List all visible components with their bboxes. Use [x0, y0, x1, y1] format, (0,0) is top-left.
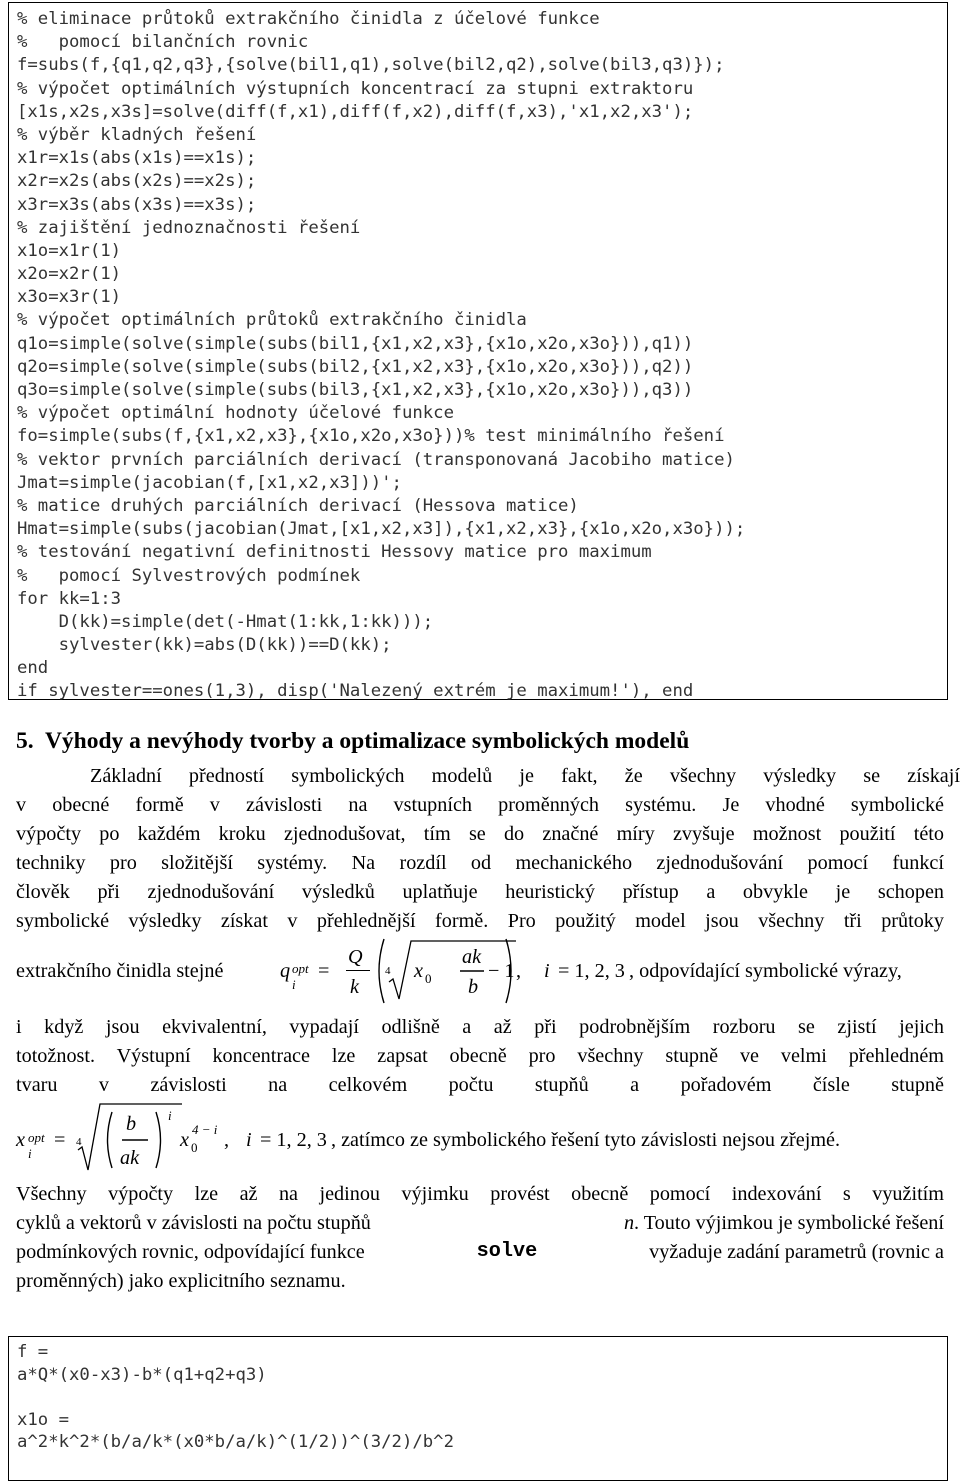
code-line: % pomocí bilančních rovnic: [17, 32, 309, 53]
text-segment: podmínkových rovnic, odpovídající funkce: [16, 1241, 365, 1263]
eq-comma: ,: [224, 1129, 230, 1151]
matlab-code-listing: [8, 2, 948, 700]
text-segment: . Touto výjimkou je symbolické řešení: [634, 1212, 944, 1234]
code-line: % výpočet optimální hodnoty účelové funkce: [17, 403, 454, 424]
eq-x-subscript: 0: [425, 971, 432, 986]
text-line: techniky pro složitější systémy. Na rozdíl od mechanického zjednodušování pomocí funkcí: [16, 852, 944, 874]
code-line: [x1s,x2s,x3s]=solve(diff(f,x1),diff(f,x2),diff(f,x3),'x1,x2,x3');: [17, 101, 694, 122]
code-line: % zajištění jednoznačnosti řešení: [17, 217, 361, 238]
text-line: výpočty po každém kroku zjednodušovat, tím se do značné míry zvyšuje možnost použití této: [16, 823, 944, 845]
section-heading: 5. Výhody a nevýhody tvorby a optimalizace symbolických modelů: [16, 728, 690, 754]
text-line: Základní předností symbolických modelů je fakt, že všechny výsledky se získají: [90, 765, 960, 787]
code-line: sylvester(kk)=abs(D(kk))==D(kk);: [17, 635, 392, 656]
eq-x0: x: [180, 1129, 189, 1151]
eq-x: x: [414, 960, 423, 982]
eq-root-index: 4: [76, 1136, 82, 1148]
code-line: f=subs(f,{q1,q2,q3},{solve(bil1,q1),solve(bil2,q2),solve(bil3,q3)});: [17, 55, 725, 76]
eq-b: b: [126, 1113, 137, 1135]
eq-ak: ak: [462, 946, 482, 968]
eq-equals: =: [318, 960, 330, 982]
equation-concentration: [16, 1098, 960, 1178]
text-line: člověk při zjednodušování výsledků uplatňuje heuristický přístup a obvykle je schopen: [16, 881, 944, 903]
code-line: q1o=simple(solve(simple(subs(bil1,{x1,x2,x3},{x1o,x2o,x3o})),q1)): [17, 333, 694, 354]
text-line: [16, 1209, 944, 1237]
eq-equals: =: [54, 1129, 66, 1151]
code-line: q3o=simple(solve(simple(subs(bil3,{x1,x2,x3},{x1o,x2o,x3o})),q3)): [17, 380, 694, 400]
eq-root-index: 4: [385, 965, 391, 977]
eq-superscript: opt: [28, 1130, 45, 1145]
fraction-bar: [346, 970, 370, 971]
code-line: if sylvester==ones(1,3), disp('Nalezený extrém je maximum!'), end: [17, 681, 694, 702]
code-line: x1o=x1r(1): [17, 240, 122, 261]
equation-trail-text: , zatímco ze symbolického řešení tyto závislosti nejsou zřejmé.: [331, 1129, 841, 1151]
code-line: % pomocí Sylvestrových podmínek: [17, 565, 361, 586]
code-line: % vektor prvních parciálních derivací (transponovaná Jacobiho matice): [17, 449, 735, 470]
matlab-output-listing: [8, 1336, 948, 1481]
code-line: Hmat=simple(subs(jacobian(Jmat,[x1,x2,x3]),{x1,x2,x3},{x1o,x2o,x3o}));: [17, 519, 746, 540]
code-line: % eliminace průtoků extrakčního činidla z účelové funkce: [17, 9, 600, 29]
code-line: D(kk)=simple(det(-Hmat(1:kk,1:kk)));: [17, 611, 434, 632]
code-line: x1r=x1s(abs(x1s)==x1s);: [17, 148, 257, 169]
code-line: x1o =: [17, 1409, 70, 1430]
code-line: % výběr kladných řešení: [17, 124, 257, 145]
eq-superscript: opt: [292, 961, 309, 976]
code-line: Jmat=simple(jacobian(f,[x1,x2,x3]))';: [17, 472, 402, 493]
code-line: % testování negativní definitnosti Hessovy matice pro maximum: [17, 542, 652, 563]
eq-b: b: [468, 976, 479, 998]
eq-ak: ak: [120, 1147, 140, 1169]
eq-Q: Q: [348, 946, 363, 968]
text-line: i když jsou ekvivalentní, vypadají odlišně a až při podrobnějším rozboru se zjistí jejich: [16, 1016, 944, 1038]
code-line: x3o=x3r(1): [17, 287, 122, 308]
text-line: tvaru v závislosti na celkovém počtu stupňů a pořadovém čísle stupně: [16, 1074, 944, 1096]
eq-index-i: i: [246, 1129, 252, 1151]
text-line: [16, 1238, 944, 1266]
code-keyword-solve: solve: [476, 1240, 538, 1263]
equation-lead-text: extrakčního činidla stejné: [16, 960, 224, 982]
eq-range: = 1, 2, 3: [260, 1129, 327, 1151]
eq-comma: ,: [516, 960, 522, 982]
code-line: a^2*k^2*(b/a/k*(x0*b/a/k)^(1/2))^(3/2)/b^2: [17, 1432, 454, 1452]
variable-n: n: [623, 1212, 635, 1234]
equation-flow-rate: [16, 935, 960, 1015]
code-line: f =: [17, 1342, 49, 1362]
code-line: [17, 1386, 947, 1409]
text-segment: vyžaduje zadání parametrů (rovnic a: [649, 1241, 944, 1263]
code-line: a*Q*(x0-x3)-b*(q1+q2+q3): [17, 1364, 267, 1385]
text-line: v obecné formě v závislosti na vstupních proměnných systému. Je vhodné symbolické: [16, 794, 944, 816]
code-line: % matice druhých parciálních derivací (Hessova matice): [17, 495, 579, 516]
eq-symbol-x: x: [16, 1129, 25, 1151]
code-line: for kk=1:3: [17, 588, 122, 609]
code-line: % výpočet optimálních průtoků extrakčního činidla: [17, 310, 527, 331]
eq-k: k: [350, 976, 359, 998]
code-line: q2o=simple(solve(simple(subs(bil2,{x1,x2,x3},{x1o,x2o,x3o})),q2)): [17, 356, 694, 377]
eq-power-i: i: [168, 1108, 172, 1123]
equation-trail-text: , odpovídající symbolické výrazy,: [629, 960, 902, 982]
text-line: totožnost. Výstupní koncentrace lze zapsat obecně pro všechny stupně ve velmi přehledném: [16, 1045, 944, 1067]
eq-minus-one: − 1: [488, 960, 515, 982]
eq-symbol-q: q: [280, 960, 291, 982]
code-line: % výpočet optimálních výstupních koncentrací za stupni extraktoru: [17, 78, 694, 99]
text-segment: cyklů a vektorů v závislosti na počtu stupňů: [16, 1212, 371, 1234]
eq-subscript: i: [292, 977, 296, 992]
code-line: fo=simple(subs(f,{x1,x2,x3},{x1o,x2o,x3o}))% test minimálního řešení: [17, 426, 725, 447]
eq-subscript: i: [28, 1146, 32, 1161]
code-line: x2r=x2s(abs(x2s)==x2s);: [17, 171, 257, 192]
eq-range: = 1, 2, 3: [558, 960, 625, 982]
text-line: proměnných) jako explicitního seznamu.: [16, 1270, 346, 1292]
eq-index-i: i: [544, 960, 550, 982]
text-segment-group: [624, 1209, 944, 1237]
code-line: end: [17, 658, 49, 679]
code-line: x2o=x2r(1): [17, 264, 122, 285]
text-line: symbolické výsledky získat v přehlednější formě. Pro použitý model jsou všechny tři průtoky: [16, 910, 944, 932]
eq-x0-superscript: 4 − i: [192, 1122, 218, 1137]
eq-x0-subscript: 0: [191, 1140, 198, 1155]
code-line: x3r=x3s(abs(x3s)==x3s);: [17, 194, 257, 215]
text-line: Všechny výpočty lze až na jedinou výjimku provést obecně pomocí indexování s využitím: [16, 1183, 944, 1205]
